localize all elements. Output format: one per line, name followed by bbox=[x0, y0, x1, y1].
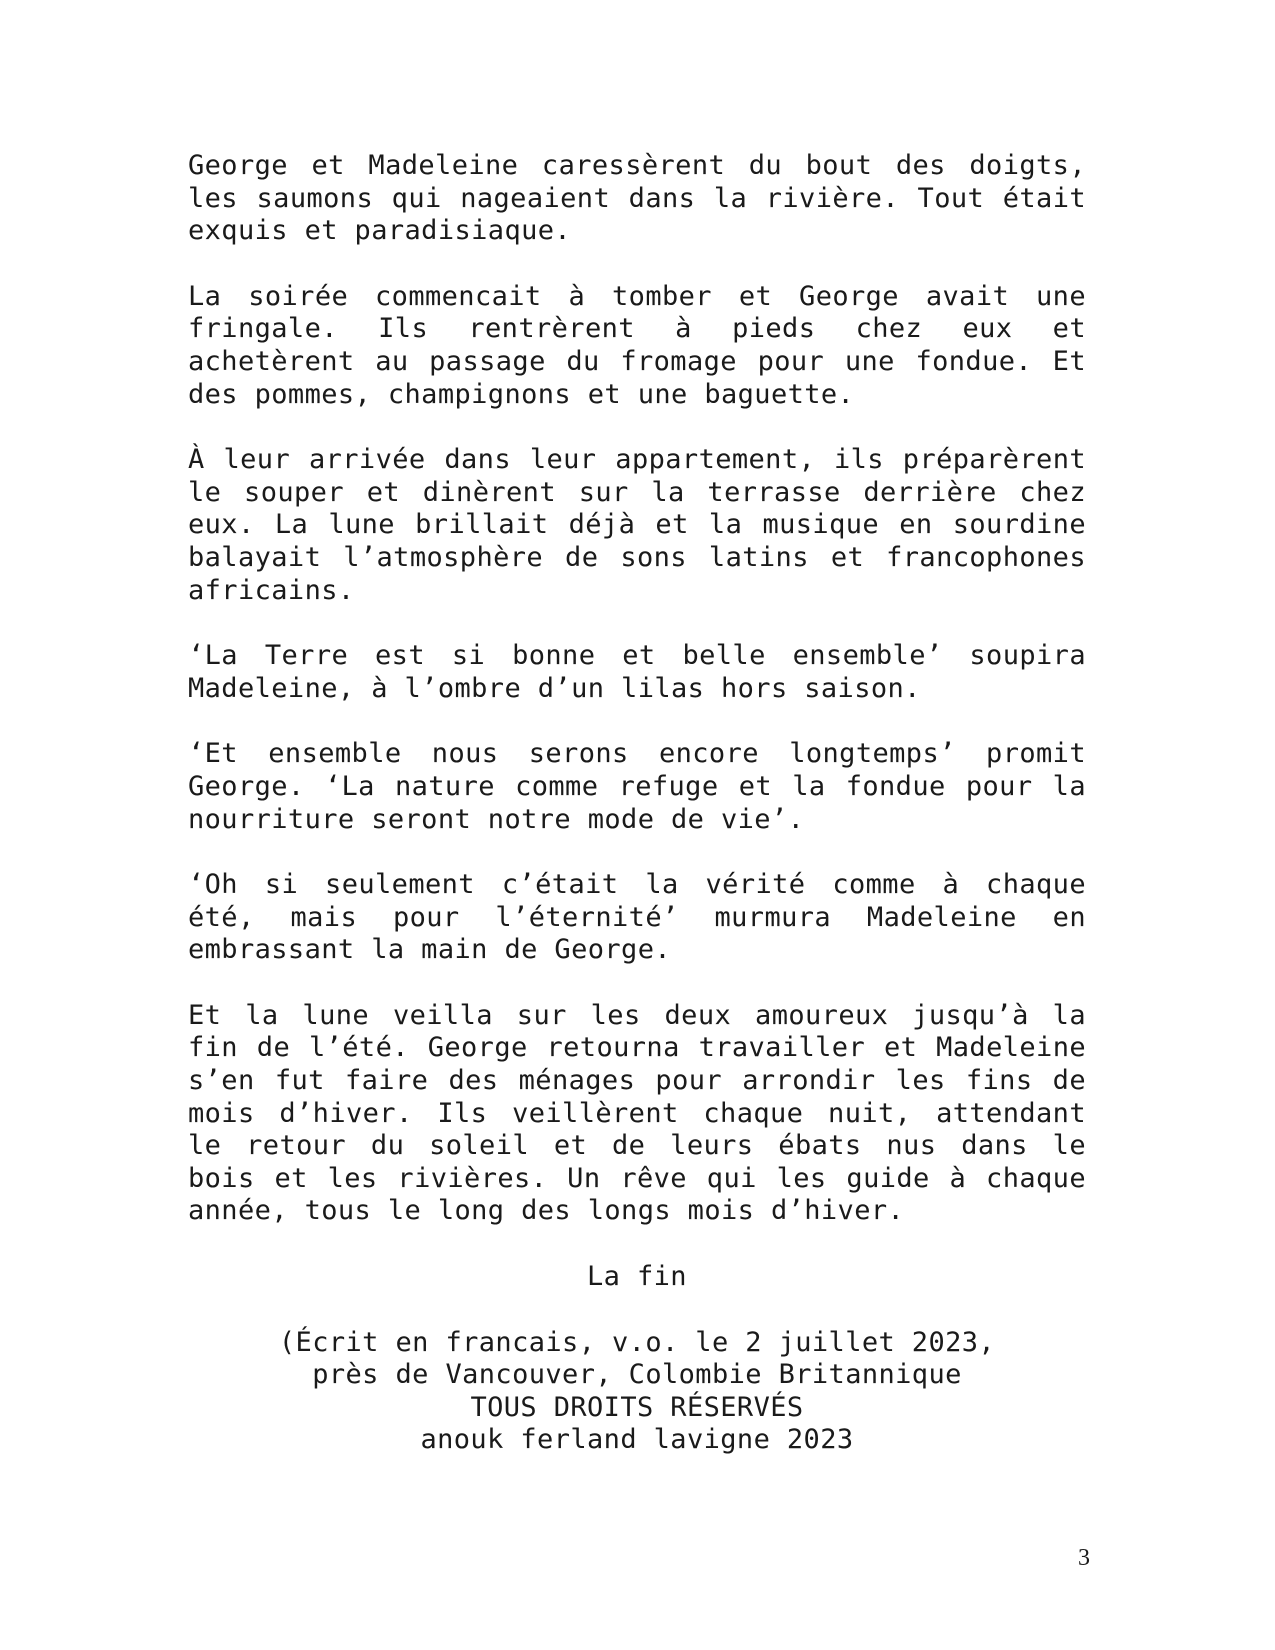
colophon-line-4: anouk ferland lavigne 2023 bbox=[420, 1424, 854, 1456]
paragraph-5: ‘Et ensemble nous serons encore longtemps’ promit George. ‘La nature comme refuge et la fondue pour la nourriture seront notre mode de vie’. bbox=[188, 738, 1086, 835]
colophon-line-3: TOUS DROITS RÉSERVÉS bbox=[470, 1391, 804, 1423]
paragraph-7: Et la lune veilla sur les deux amoureux jusqu’à la fin de l’été. George retourna travailler et Madeleine s’en fut faire des ménages pour arrondir les fins de mois d’hiver. Ils veillèrent chaque nuit, attendant le retour du soleil et de leurs ébats nus dans le bois et les rivières. Un rêve qui les guide à chaque année, tous le long des longs mois d’hiver. bbox=[188, 999, 1086, 1227]
paragraph-1: George et Madeleine caressèrent du bout des doigts, les saumons qui nageaient dans la rivière. Tout était exquis et paradisiaque. bbox=[188, 150, 1086, 247]
end-title: La fin bbox=[587, 1261, 687, 1293]
paragraph-4: ‘La Terre est si bonne et belle ensemble’ soupira Madeleine, à l’ombre d’un lilas hors saison. bbox=[188, 640, 1086, 704]
story-text bbox=[188, 150, 1086, 1457]
colophon-line-1: (Écrit en francais, v.o. le 2 juillet 2023, bbox=[278, 1326, 996, 1358]
paragraph-6: ‘Oh si seulement c’était la vérité comme à chaque été, mais pour l’éternité’ murmura Madeleine en embrassant la main de George. bbox=[188, 869, 1086, 966]
paragraph-2: La soirée commencait à tomber et George avait une fringale. Ils rentrèrent à pieds chez eux et achetèrent au passage du fromage pour une fondue. Et des pommes, champignons et une baguette. bbox=[188, 280, 1086, 410]
colophon-line-2: près de Vancouver, Colombie Britannique bbox=[312, 1359, 962, 1391]
paragraph-3: À leur arrivée dans leur appartement, ils préparèrent le souper et dinèrent sur la terrasse derrière chez eux. La lune brillait déjà et la musique en sourdine balayait l’atmosphère de sons latins et francophones africains. bbox=[188, 444, 1086, 606]
page-number: 3 bbox=[1078, 1545, 1090, 1571]
colophon bbox=[188, 1327, 1086, 1457]
